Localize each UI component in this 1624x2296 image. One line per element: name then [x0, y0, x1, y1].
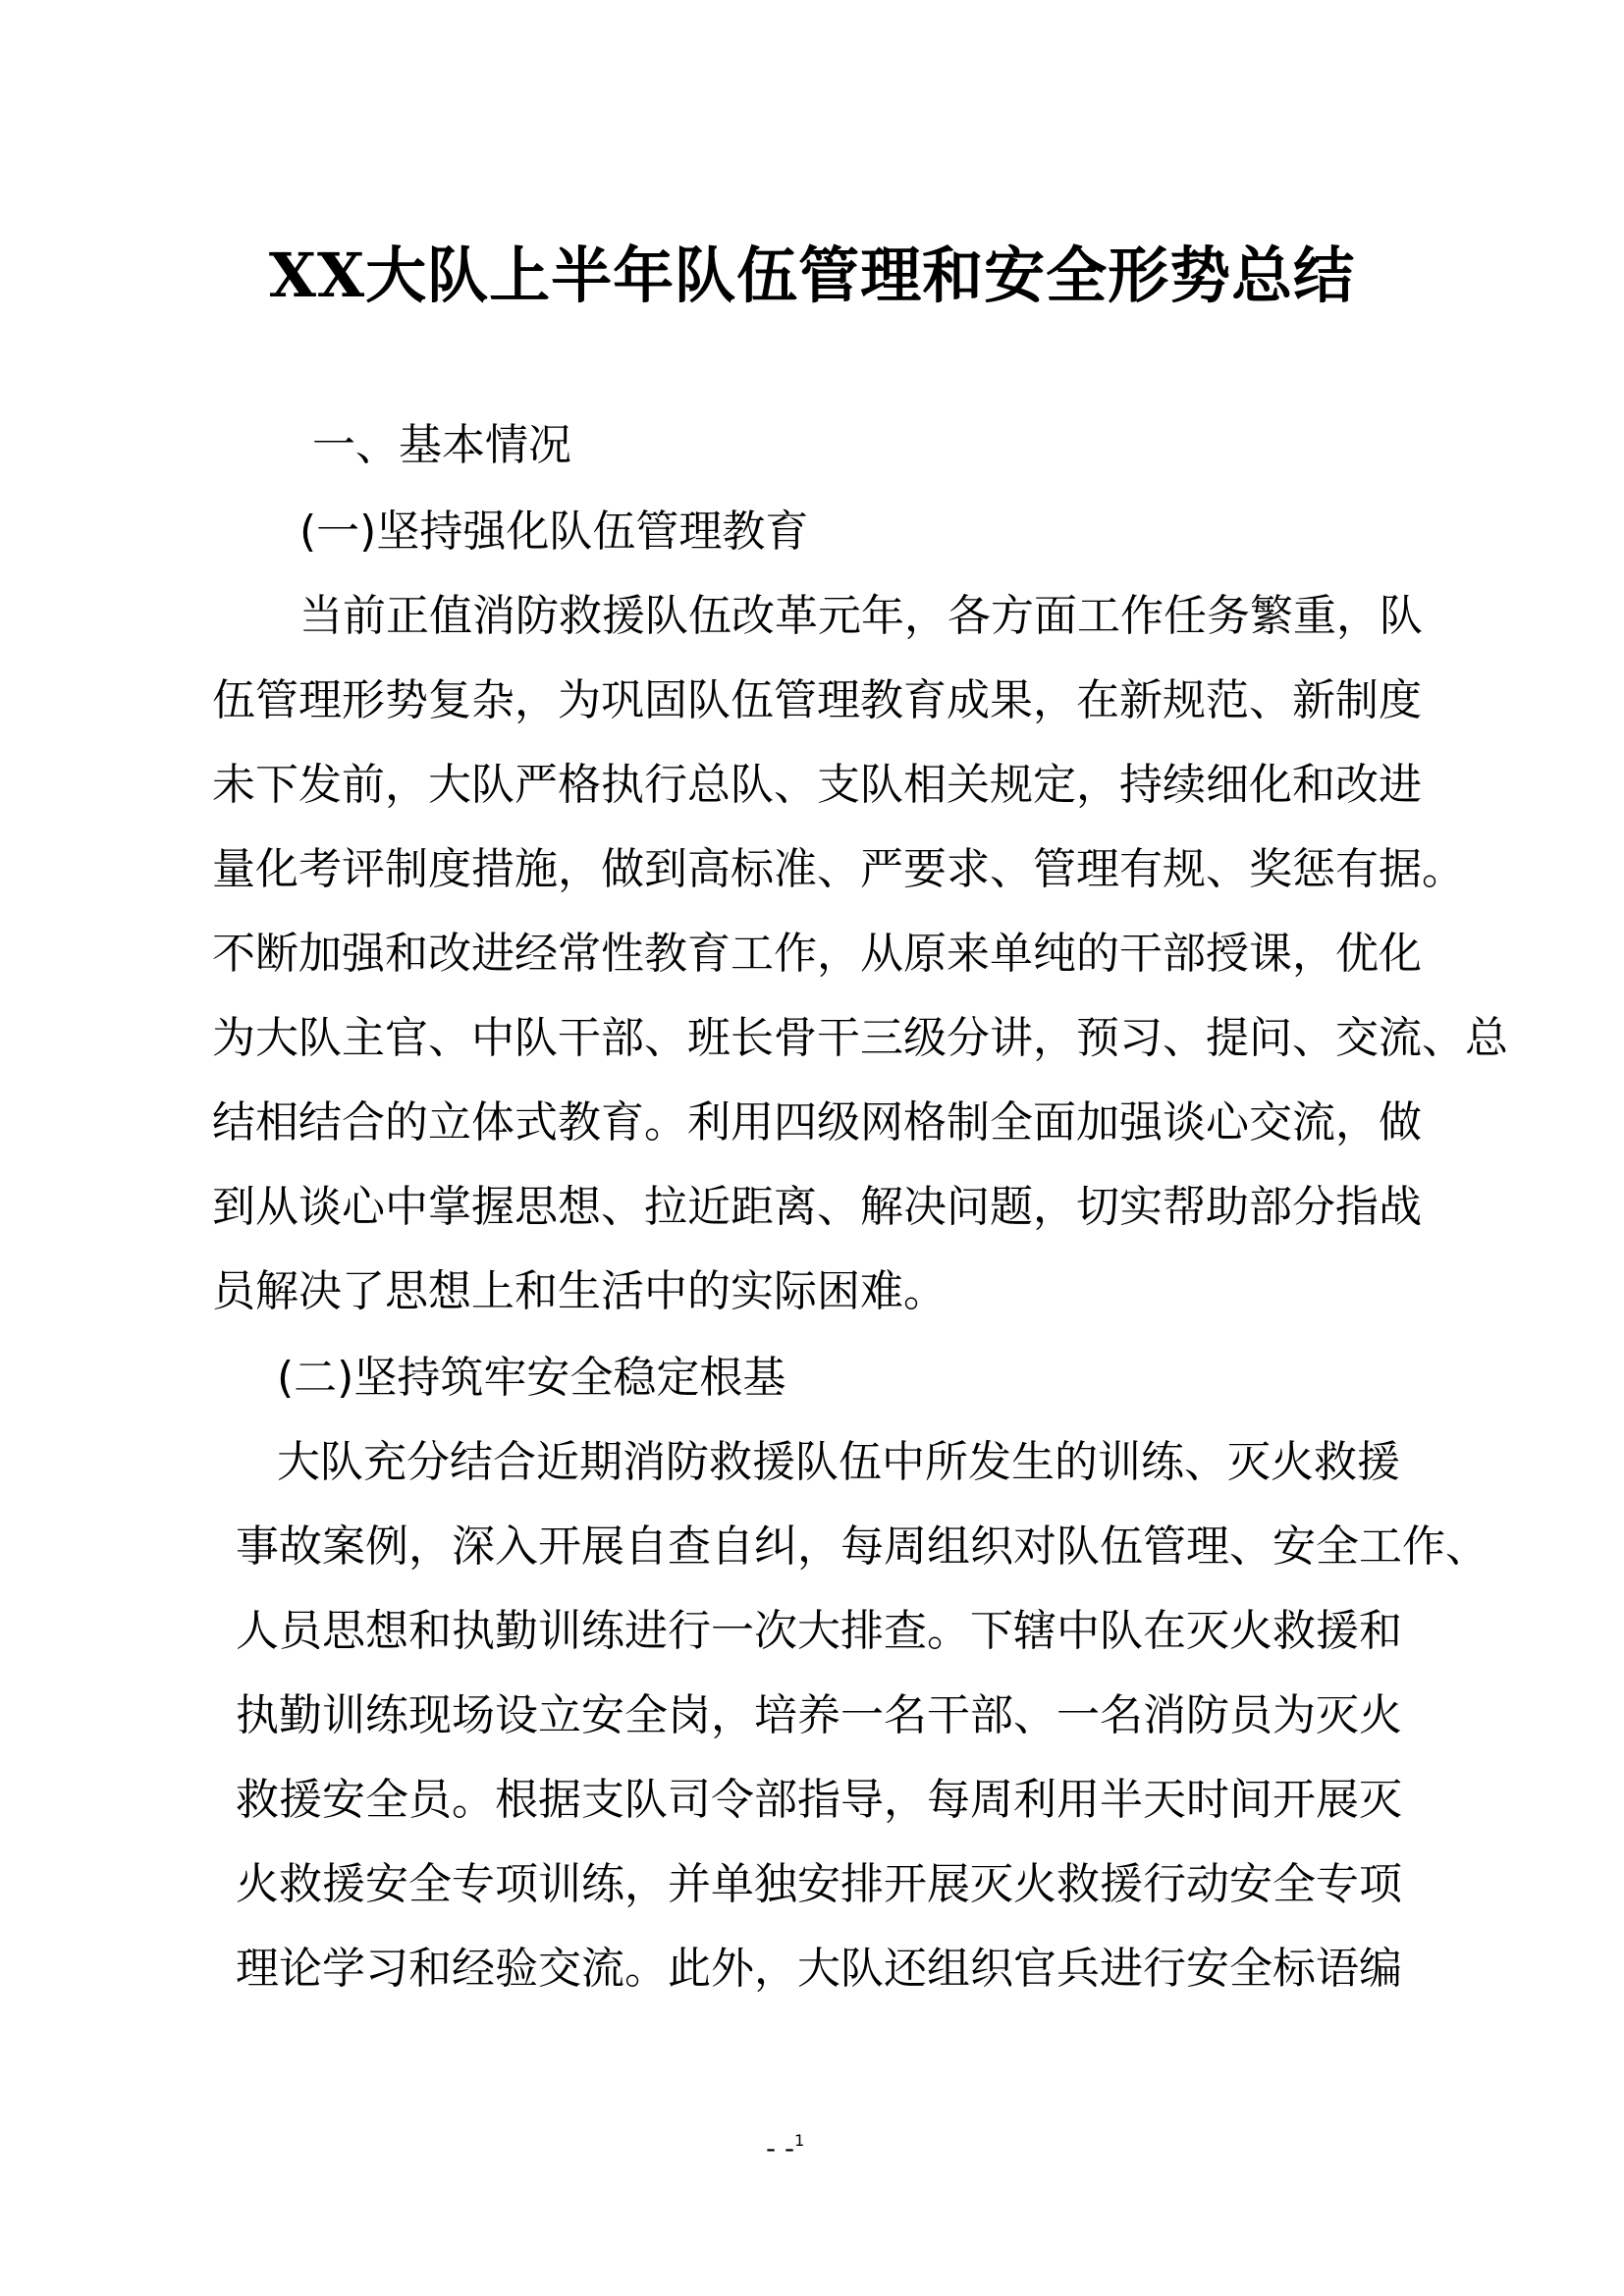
paragraph-1-line: 结相结合的立体式教育。利用四级网格制全面加强谈心交流，做	[212, 1097, 1422, 1148]
paragraph-2-line: 大队充分结合近期消防救援队伍中所发生的训练、灭火救援	[277, 1437, 1400, 1487]
paragraph-1-line: 量化考评制度措施，做到高标准、严要求、管理有规、奖惩有据。	[212, 844, 1465, 894]
paragraph-2-line: 事故案例，深入开展自查自纠，每周组织对队伍管理、安全工作、	[236, 1522, 1489, 1572]
page-footer	[766, 2126, 864, 2163]
subsection-heading-1: (一)坚持强化队伍管理教育	[299, 507, 809, 557]
paragraph-2-line: 火救援安全专项训练，并单独安排开展灭火救援行动安全专项	[236, 1859, 1402, 1909]
paragraph-1-line: 伍管理形势复杂，为巩固队伍管理教育成果，在新规范、新制度	[212, 675, 1422, 725]
subsection-heading-2: (二)坚持筑牢安全稳定根基	[277, 1353, 786, 1403]
page-number: 1	[794, 2131, 805, 2150]
paragraph-1-line: 当前正值消防救援队伍改革元年，各方面工作任务繁重，队	[299, 591, 1423, 641]
paragraph-1-line: 为大队主官、中队干部、班长骨干三级分讲，预习、提问、交流、总	[212, 1013, 1508, 1063]
paragraph-2-line: 人员思想和执勤训练进行一次大排查。下辖中队在灭火救援和	[236, 1606, 1402, 1656]
paragraph-1-line: 未下发前，大队严格执行总队、支队相关规定，持续细化和改进	[212, 760, 1422, 810]
section-heading-basic-situation: 一、基本情况	[312, 420, 571, 470]
paragraph-1-line: 员解决了思想上和生活中的实际困难。	[212, 1266, 947, 1316]
paragraph-1-line: 到从谈心中掌握思想、拉近距离、解决问题，切实帮助部分指战	[212, 1182, 1422, 1232]
document-title: XX大队上半年队伍管理和安全形势总结	[268, 240, 1356, 311]
paragraph-2-line: 理论学习和经验交流。此外，大队还组织官兵进行安全标语编	[236, 1944, 1402, 1994]
paragraph-1-line: 不断加强和改进经常性教育工作，从原来单纯的干部授课，优化	[212, 929, 1422, 979]
footer-dashes: - -	[766, 2132, 795, 2164]
paragraph-2-line: 执勤训练现场设立安全岗，培养一名干部、一名消防员为灭火	[236, 1690, 1402, 1740]
paragraph-2-line: 救援安全员。根据支队司令部指导，每周利用半天时间开展灭	[236, 1775, 1402, 1825]
